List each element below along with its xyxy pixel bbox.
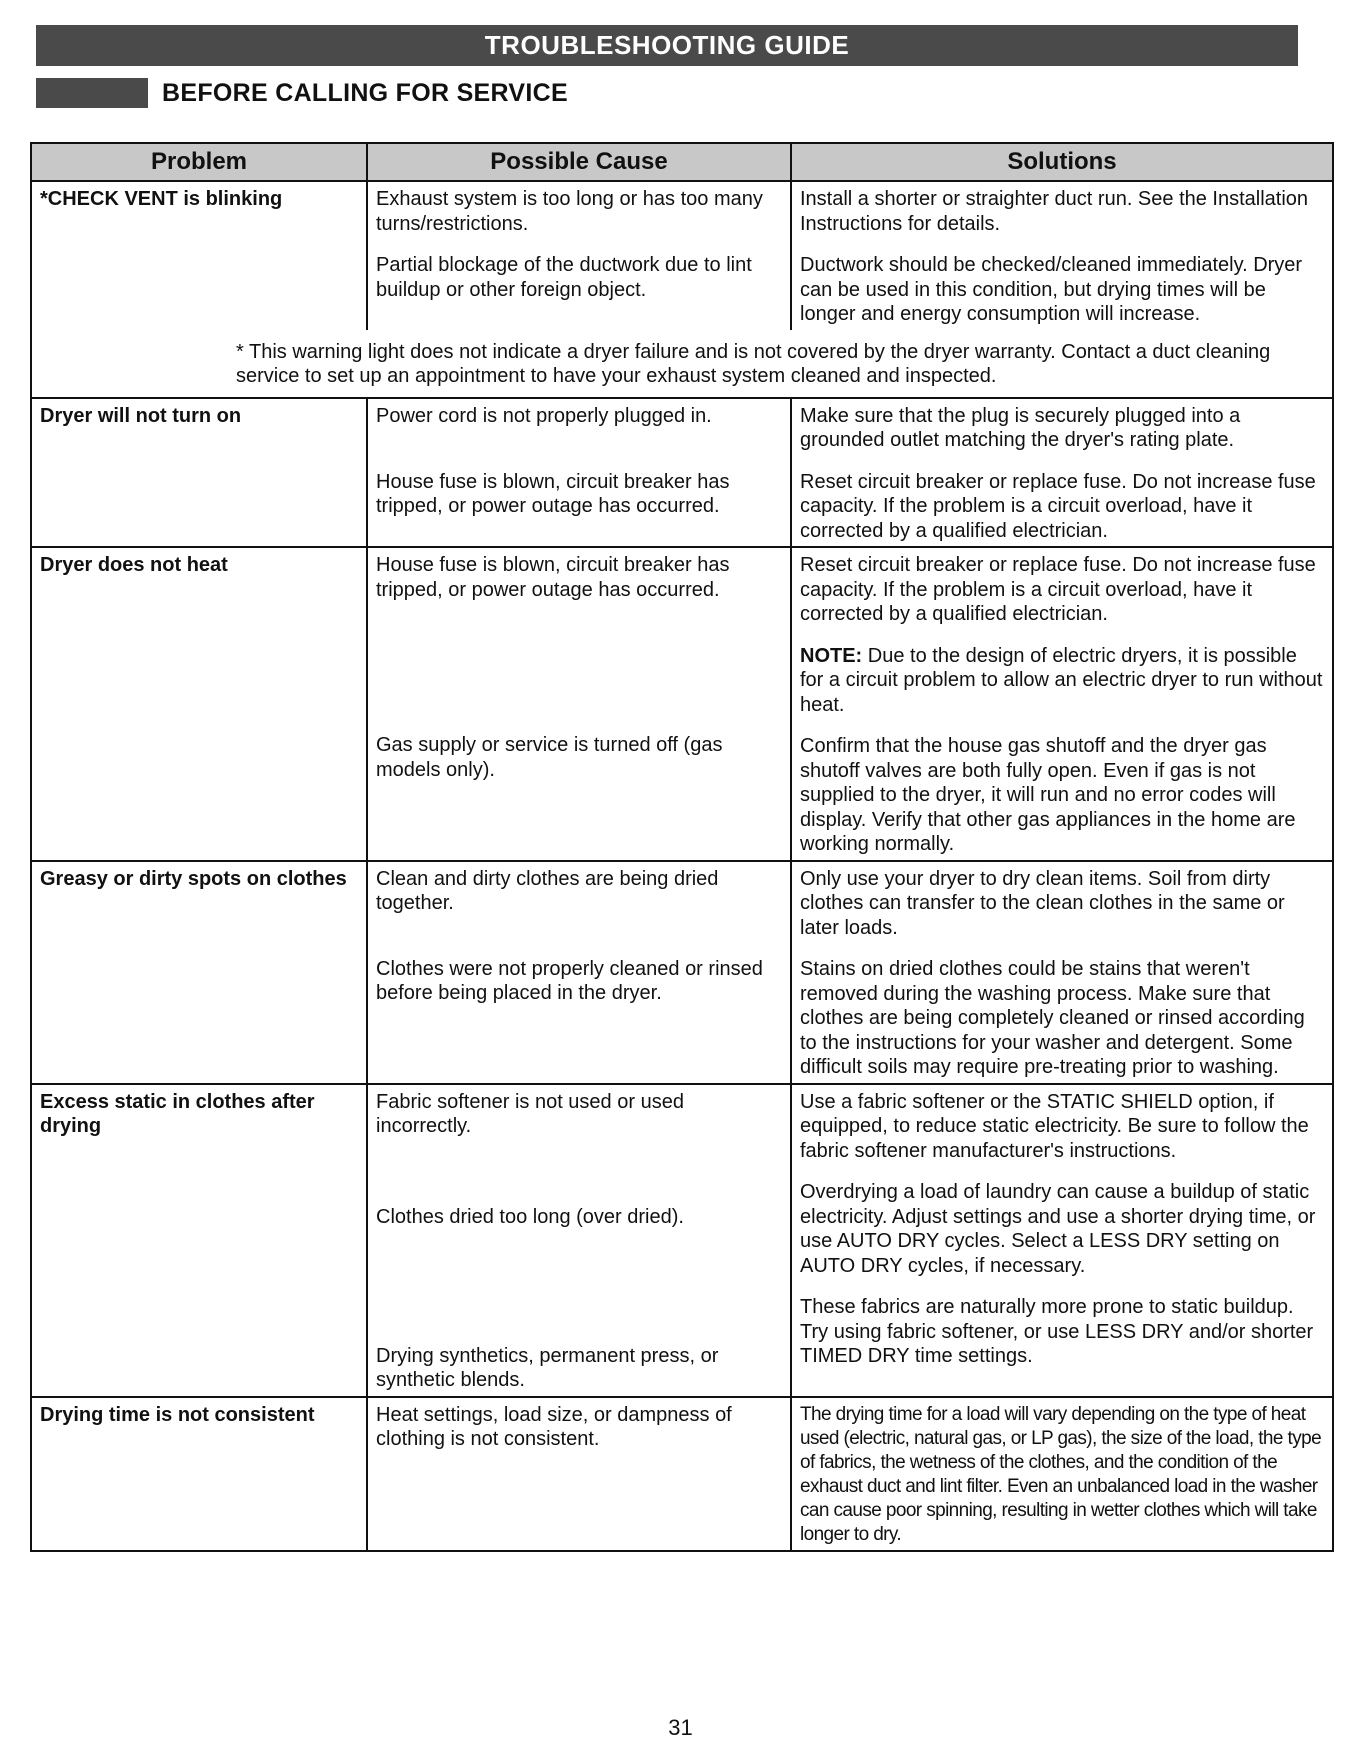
note-label: NOTE: <box>800 644 863 667</box>
solution-note <box>800 644 1324 718</box>
cause-text: House fuse is blown, circuit breaker has tripped, or power outage has occurred. <box>376 470 730 517</box>
problem-cell: *CHECK VENT is blinking <box>31 181 367 330</box>
cause-cell <box>367 861 791 1084</box>
problem-cell: Dryer will not turn on <box>31 398 367 548</box>
cause-text: Clothes dried too long (over dried). <box>376 1205 684 1228</box>
solution-text: Make sure that the plug is securely plugged into a grounded outlet matching the dryer's rating plate. <box>800 404 1241 451</box>
cause-text: Clothes were not properly cleaned or rinsed before being placed in the dryer. <box>376 957 763 1004</box>
problem-cell: Greasy or dirty spots on clothes <box>31 861 367 1084</box>
solution-cell <box>791 398 1333 548</box>
page-number: 31 <box>668 1715 693 1740</box>
problem-cell: Excess static in clothes after drying <box>31 1084 367 1397</box>
solution-cell <box>791 1084 1333 1397</box>
table-header-row <box>31 143 1333 181</box>
column-header-problem: Problem <box>31 143 367 181</box>
cause-cell <box>367 398 791 548</box>
solution-text: Reset circuit breaker or replace fuse. Do not increase fuse capacity. If the problem is a circuit overload, have it corrected by a qualified electrician. <box>800 554 1316 625</box>
cause-cell <box>367 547 791 861</box>
solution-cell <box>791 181 1333 330</box>
cause-text: Partial blockage of the ductwork due to lint buildup or other foreign object. <box>376 254 752 301</box>
cause-text: House fuse is blown, circuit breaker has tripped, or power outage has occurred. <box>376 554 730 601</box>
column-header-cause: Possible Cause <box>367 143 791 181</box>
solution-text: Install a shorter or straighter duct run. See the Installation Instructions for details. <box>800 188 1309 235</box>
solution-text: Due to the design of electric dryers, it is possible for a circuit problem to allow an electric dryer to run without heat. <box>800 644 1323 716</box>
cause-cell <box>367 1084 791 1397</box>
solution-text: Confirm that the house gas shutoff and the dryer gas shutoff valves are both fully open. Even if gas is not supplied to the dryer, it will run and no error codes will display. Verify that other gas appliances in the home are working normally. <box>800 735 1296 855</box>
column-header-solutions: Solutions <box>791 143 1333 181</box>
solution-text: Ductwork should be checked/cleaned immediately. Dryer can be used in this condition, but drying times will be longer and energy consumption will increase. <box>800 254 1303 325</box>
cause-text: Drying synthetics, permanent press, or synthetic blends. <box>376 1344 719 1391</box>
table-row <box>31 861 1333 1084</box>
table-row <box>31 398 1333 548</box>
section-heading <box>36 76 568 110</box>
solution-text: The drying time for a load will vary depending on the type of heat used (electric, natural gas, or LP gas), the size of the load, the type of fabrics, the wetness of the clothes, and the condition of the exhaust duct and lint filter. Even an unbalanced load in the washer can cause poor spinning, resulting in wetter clothes which will take longer to dry. <box>800 1403 1322 1545</box>
section-heading-text: BEFORE CALLING FOR SERVICE <box>162 78 568 107</box>
troubleshooting-guide-banner: TROUBLESHOOTING GUIDE <box>36 25 1298 66</box>
problem-cell: Drying time is not consistent <box>31 1397 367 1551</box>
problem-cell: Dryer does not heat <box>31 547 367 861</box>
cause-cell <box>367 1397 791 1551</box>
table-row <box>31 547 1333 861</box>
solution-cell <box>791 547 1333 861</box>
solution-text: Overdrying a load of laundry can cause a buildup of static electricity. Adjust settings and use a shorter drying time, or use AUTO DRY cycles. Select a LESS DRY setting on AUTO DRY cycles, if necessary. <box>800 1181 1316 1277</box>
cause-text: Exhaust system is too long or has too many turns/restrictions. <box>376 188 763 235</box>
solution-cell <box>791 1397 1333 1551</box>
solution-cell <box>791 861 1333 1084</box>
cause-text: Heat settings, load size, or dampness of clothing is not consistent. <box>376 1403 732 1450</box>
solution-text: Reset circuit breaker or replace fuse. Do not increase fuse capacity. If the problem is a circuit overload, have it corrected by a qualified electrician. <box>800 470 1316 542</box>
solution-text: Stains on dried clothes could be stains that weren't removed during the washing process. Make sure that clothes are being completely cleaned or rinsed according to the instructions for your washer and detergent. Some difficult soils may require pre-treating prior to washing. <box>800 958 1305 1078</box>
footnote-row <box>31 330 1333 398</box>
table-row <box>31 181 1333 330</box>
troubleshooting-table <box>30 142 1334 1552</box>
cause-text: Gas supply or service is turned off (gas models only). <box>376 734 723 781</box>
solution-text: Only use your dryer to dry clean items. Soil from dirty clothes can transfer to the clean clothes in the same or later loads. <box>800 867 1285 939</box>
solution-text: Use a fabric softener or the STATIC SHIELD option, if equipped, to reduce static electricity. Be sure to follow the fabric softener manufacturer's instructions. <box>800 1090 1309 1162</box>
cause-text: Power cord is not properly plugged in. <box>376 404 712 427</box>
table-row <box>31 1397 1333 1551</box>
solution-text: These fabrics are naturally more prone to static buildup. Try using fabric softener, or use LESS DRY and/or shorter TIMED DRY time settings. <box>800 1296 1314 1367</box>
heading-marker-bar <box>36 78 148 108</box>
cause-text: Clean and dirty clothes are being dried together. <box>376 867 719 914</box>
cause-text: Fabric softener is not used or used incorrectly. <box>376 1090 684 1137</box>
cause-cell <box>367 181 791 330</box>
table-row <box>31 1084 1333 1397</box>
check-vent-footnote: * This warning light does not indicate a dryer failure and is not covered by the dryer warranty. Contact a duct cleaning service to set up an appointment to have your exhaust system cleaned and inspected. <box>236 340 1271 387</box>
